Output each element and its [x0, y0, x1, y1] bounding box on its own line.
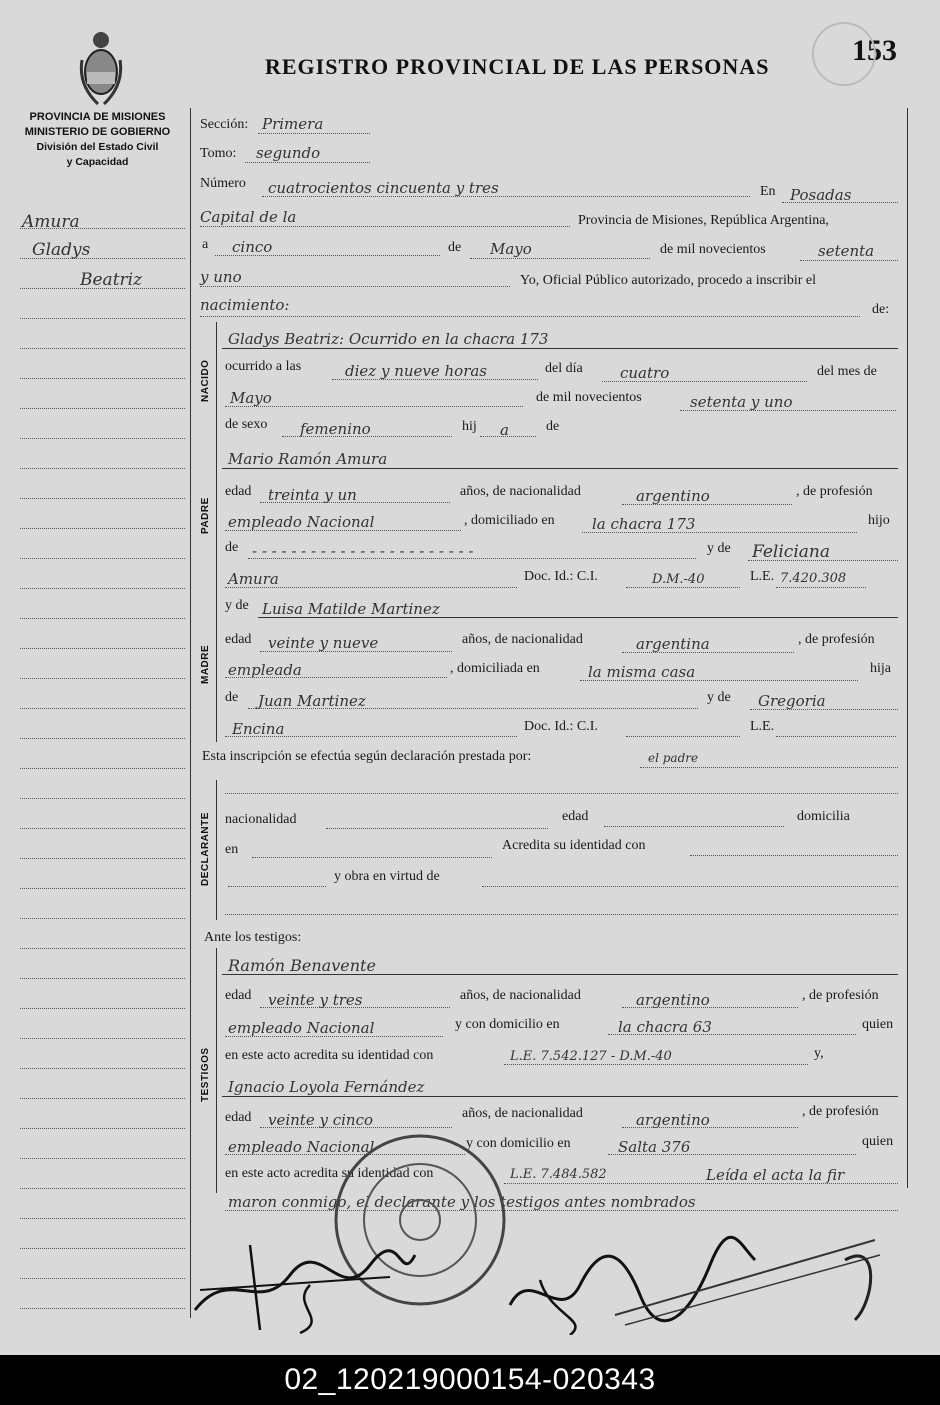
margin-line — [20, 408, 185, 409]
en-value: Posadas — [790, 186, 852, 204]
margin-line — [20, 918, 185, 919]
oficial-text: Yo, Oficial Público autorizado, procedo a inscribir el — [520, 273, 817, 288]
testigo1-dom: la chacra 63 — [618, 1018, 712, 1036]
del-mes-label: del mes de — [817, 364, 877, 379]
numero-value: cuatrocientos cincuenta y tres — [268, 179, 499, 197]
margin-name-line2: Gladys — [32, 240, 91, 260]
nacido-mil-label: de mil novecientos — [536, 390, 642, 405]
nacido-de-label: de — [546, 419, 560, 434]
seccion-label: Sección: — [200, 117, 249, 132]
padre-edad-label: edad — [225, 484, 252, 499]
padre-madre-value: Feliciana — [752, 542, 830, 562]
ocurrido-label: ocurrido a las — [225, 359, 302, 374]
testigo1-dom-label: y con domicilio en — [455, 1017, 560, 1032]
cierre-text: maron conmigo, el declarante y los testigos antes nombrados — [228, 1193, 696, 1211]
sexo-value: femenino — [300, 420, 371, 438]
margin-line — [20, 528, 185, 529]
en-label: En — [760, 184, 776, 199]
margin-line — [20, 828, 185, 829]
madre-y-de-label: y de — [225, 598, 249, 613]
declarante-edad-label: edad — [562, 809, 589, 824]
padre-le-label: L.E. — [750, 569, 775, 584]
testigos-intro: Ante los testigos: — [204, 930, 302, 945]
margin-line — [20, 318, 185, 319]
nacido-dia-value: cuatro — [620, 364, 670, 382]
margin-line — [20, 468, 185, 469]
testigo1-edad-label: edad — [225, 988, 252, 1003]
madre-side-label: MADRE — [200, 644, 211, 684]
margin-line — [20, 1278, 185, 1279]
madre-nac-value: argentina — [636, 635, 710, 653]
testigo2-acredita-label: en este acto acredita su identidad con — [225, 1166, 434, 1181]
madre-de-label: de — [225, 690, 239, 705]
hij-value: a — [500, 421, 509, 439]
padre-nac-value: argentino — [636, 487, 710, 505]
margin-line — [20, 708, 185, 709]
anio-value-1: setenta — [818, 242, 875, 260]
madre-edad-value: veinte y nueve — [268, 634, 379, 652]
testigo1-acredita-label: en este acto acredita su identidad con — [225, 1048, 434, 1063]
margin-line — [20, 948, 185, 949]
testigo1-quien-label: quien — [862, 1017, 894, 1032]
numero-label: Número — [200, 176, 246, 191]
nacido-mes-value: Mayo — [230, 389, 272, 407]
mil-label: de mil novecientos — [660, 242, 766, 257]
nacido-anio-value: setenta y uno — [690, 393, 793, 411]
margin-line — [20, 768, 185, 769]
padre-prof-label: , de profesión — [796, 484, 873, 499]
ministry-name: MINISTERIO DE GOBIERNO — [24, 126, 171, 138]
margin-line — [20, 438, 185, 439]
madre-de-value: Juan Martinez — [258, 692, 366, 710]
padre-y-de-label: y de — [707, 541, 731, 556]
madre-le-label: L.E. — [750, 719, 775, 734]
declarante-acredita-label: Acredita su identidad con — [502, 838, 646, 853]
a-label: a — [202, 237, 209, 252]
madre-madre-value: Gregoria — [758, 692, 826, 710]
testigo1-edad: veinte y tres — [268, 991, 363, 1009]
margin-line — [20, 1038, 185, 1039]
margin-line — [20, 888, 185, 889]
testigo1-prof-label: , de profesión — [802, 988, 879, 1003]
madre-doc-label: Doc. Id.: C.I. — [524, 719, 598, 734]
testigo2-edad: veinte y cinco — [268, 1111, 374, 1129]
margin-name-line3: Beatriz — [80, 270, 143, 290]
testigo1-prof: empleado Nacional — [228, 1019, 375, 1037]
page-stamp-icon — [812, 22, 876, 86]
madre-madre-value-2: Encina — [232, 720, 285, 738]
padre-nombre: Mario Ramón Amura — [228, 450, 388, 468]
testigo2-quien-label: quien — [862, 1134, 894, 1149]
madre-nombre: Luisa Matilde Martinez — [262, 600, 440, 618]
margin-line — [20, 498, 185, 499]
declarante-obra-label: y obra en virtud de — [334, 869, 440, 884]
institution-block — [10, 110, 185, 170]
padre-nac-label: años, de nacionalidad — [460, 484, 581, 499]
padre-edad-value: treinta y un — [268, 486, 357, 504]
padre-dom-label: , domiciliado en — [464, 513, 555, 528]
testigo2-nac-label: años, de nacionalidad — [462, 1106, 583, 1121]
del-dia-label: del día — [545, 361, 583, 376]
mes-value: Mayo — [490, 240, 532, 258]
testigo2-nombre: Ignacio Loyola Fernández — [228, 1078, 425, 1096]
margin-line — [20, 1068, 185, 1069]
madre-dom-label: , domiciliada en — [450, 661, 540, 676]
seccion-value: Primera — [262, 115, 324, 133]
sexo-label: de sexo — [225, 417, 268, 432]
division-name-2: y Capacidad — [66, 156, 129, 168]
testigo1-y-label: y, — [814, 1046, 824, 1061]
margin-line — [20, 1158, 185, 1159]
madre-prof-value: empleada — [228, 661, 302, 679]
margin-line — [20, 738, 185, 739]
declarante-dom-label: domicilia — [797, 809, 850, 824]
padre-side-label: PADRE — [200, 497, 211, 534]
testigo2-doc: L.E. 7.484.582 — [510, 1167, 607, 1182]
margin-line — [20, 588, 185, 589]
margin-line — [20, 798, 185, 799]
padre-doc-value: D.M.-40 — [652, 572, 705, 587]
margin-line — [20, 978, 185, 979]
tomo-label: Tomo: — [200, 146, 237, 161]
padre-de-label: de — [225, 540, 239, 555]
margin-line — [20, 1098, 185, 1099]
testigo2-edad-label: edad — [225, 1110, 252, 1125]
madre-edad-label: edad — [225, 632, 252, 647]
margin-line — [20, 348, 185, 349]
nacido-nombre: Gladys Beatriz: Ocurrido en la chacra 173 — [228, 330, 549, 348]
padre-le-value: 7.420.308 — [780, 571, 847, 586]
coat-of-arms-icon — [78, 30, 124, 108]
madre-dom-value: la misma casa — [588, 663, 696, 681]
margin-line — [20, 648, 185, 649]
testigo2-dom-label: y con domicilio en — [466, 1136, 571, 1151]
de-label: de — [448, 240, 462, 255]
capital-value: Capital de la — [200, 208, 297, 226]
testigos-side-label: TESTIGOS — [200, 1047, 211, 1102]
testigo1-nombre: Ramón Benavente — [228, 956, 376, 975]
margin-line — [20, 858, 185, 859]
testigo2-dom: Salta 376 — [618, 1138, 691, 1156]
testigo1-doc: L.E. 7.542.127 - D.M.-40 — [510, 1049, 672, 1064]
margin-line — [20, 678, 185, 679]
declaracion-value: el padre — [648, 751, 699, 765]
hij-label: hij — [462, 419, 477, 434]
padre-dom-value: la chacra 173 — [592, 515, 696, 533]
nacido-side-label: NACIDO — [200, 359, 211, 402]
padre-madre-value-2: Amura — [228, 570, 279, 588]
testigo2-prof: empleado Nacional — [228, 1138, 375, 1156]
testigo1-nac: argentino — [636, 991, 710, 1009]
margin-line — [20, 1188, 185, 1189]
de-end-label: de: — [872, 302, 890, 317]
declarante-nac-label: nacionalidad — [225, 812, 297, 827]
testigo2-prof-label: , de profesión — [802, 1104, 879, 1119]
declarante-side-label: DECLARANTE — [200, 812, 211, 886]
acto-value: nacimiento: — [200, 296, 290, 314]
testigo2-tail: Leída el acta la fir — [706, 1166, 845, 1184]
document-title: REGISTRO PROVINCIAL DE LAS PERSONAS — [265, 54, 770, 79]
registrar-stamp-icon — [605, 1230, 885, 1330]
provincia-text: Provincia de Misiones, República Argentina, — [578, 213, 829, 228]
margin-line — [20, 1218, 185, 1219]
margin-line — [20, 1248, 185, 1249]
padre-doc-label: Doc. Id.: C.I. — [524, 569, 598, 584]
page-number: 153 — [852, 34, 897, 67]
margin-line — [20, 1008, 185, 1009]
testigo2-nac: argentino — [636, 1111, 710, 1129]
madre-nac-label: años, de nacionalidad — [462, 632, 583, 647]
testigo1-nac-label: años, de nacionalidad — [460, 988, 581, 1003]
madre-y-de2-label: y de — [707, 690, 731, 705]
declarante-en-label: en — [225, 842, 239, 857]
hora-value: diez y nueve horas — [345, 362, 488, 380]
madre-prof-label: , de profesión — [798, 632, 875, 647]
tomo-value: segundo — [256, 144, 321, 162]
declaracion-text: Esta inscripción se efectúa según declaración prestada por: — [202, 749, 532, 764]
anio-value-2: y uno — [200, 268, 242, 286]
province-name: PROVINCIA DE MISIONES — [29, 111, 166, 123]
padre-hijo-label: hijo — [868, 513, 890, 528]
margin-name-line1: Amura — [22, 212, 80, 232]
margin-line — [20, 558, 185, 559]
dia-value: cinco — [232, 238, 273, 256]
madre-hija-label: hija — [870, 661, 891, 676]
signature-left-icon — [190, 1225, 420, 1335]
margin-line — [20, 618, 185, 619]
padre-de-value: - - - - - - - - - - - - - - - - - - - - - - - — [252, 542, 474, 560]
footer-code: 02_120219000154-020343 — [0, 1355, 940, 1405]
margin-line — [20, 1308, 185, 1309]
margin-line — [20, 1128, 185, 1129]
margin-line — [20, 378, 185, 379]
division-name: División del Estado Civil — [36, 141, 159, 153]
padre-prof-value: empleado Nacional — [228, 513, 375, 531]
